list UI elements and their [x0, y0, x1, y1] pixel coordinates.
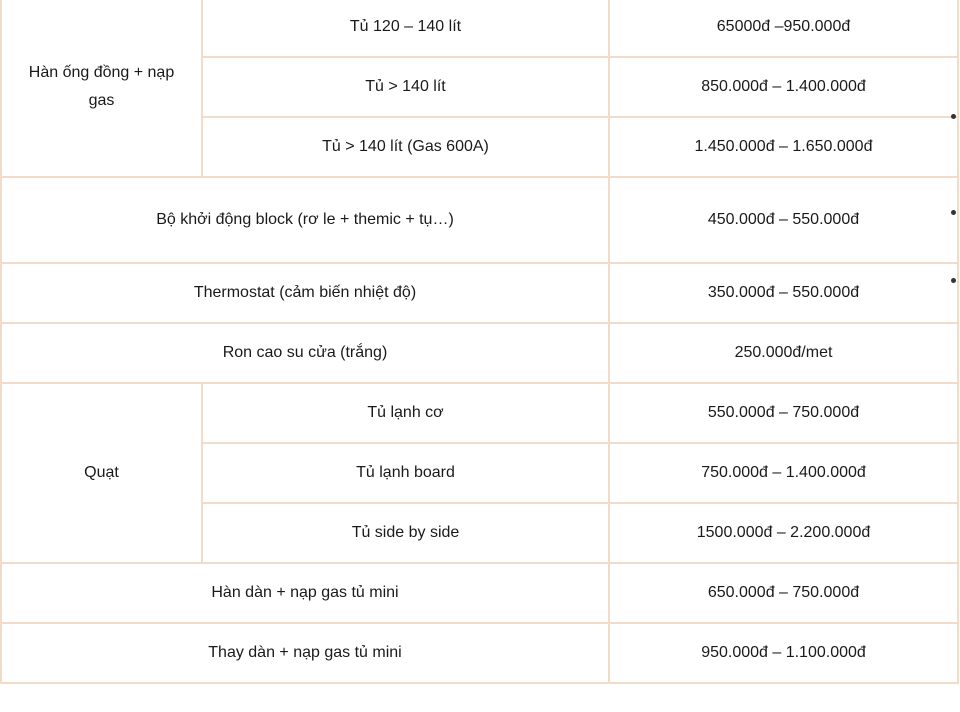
table-row: [1, 563, 958, 623]
price-cell: 250.000đ/met: [609, 323, 958, 383]
item-cell: Ron cao su cửa (trắng): [1, 323, 609, 383]
price-cell: 65000đ –950.000đ: [609, 0, 958, 57]
item-cell: Thay dàn + nạp gas tủ mini: [1, 623, 609, 683]
item-cell: Tủ > 140 lít: [202, 57, 609, 117]
group-cell: Quạt: [1, 383, 202, 563]
item-cell: Thermostat (cảm biến nhiệt độ): [1, 263, 609, 323]
price-cell: 950.000đ – 1.100.000đ: [609, 623, 958, 683]
item-label: Bộ khởi động block (rơ le + themic + tụ…): [156, 211, 454, 228]
item-cell: Tủ lạnh board: [202, 443, 609, 503]
group-label: Hàn ống đồng + nạp gas: [28, 64, 175, 109]
price-cell: 750.000đ – 1.400.000đ: [609, 443, 958, 503]
table-row: [1, 0, 958, 57]
item-cell: Hàn dàn + nạp gas tủ mini: [1, 563, 609, 623]
item-cell: Tủ side by side: [202, 503, 609, 563]
price-cell: 650.000đ – 750.000đ: [609, 563, 958, 623]
price-cell: 350.000đ – 550.000đ: [609, 263, 958, 323]
bullet-dot: [951, 114, 956, 119]
item-cell: [1, 177, 609, 263]
item-cell: Tủ 120 – 140 lít: [202, 0, 609, 57]
table-row: [1, 383, 958, 443]
price-cell: 1500.000đ – 2.200.000đ: [609, 503, 958, 563]
item-cell: Tủ lạnh cơ: [202, 383, 609, 443]
price-cell: 1.450.000đ – 1.650.000đ: [609, 117, 958, 177]
bullet-dot: [951, 210, 956, 215]
table-row: [1, 323, 958, 383]
price-cell: 850.000đ – 1.400.000đ: [609, 57, 958, 117]
price-cell: 450.000đ – 550.000đ: [609, 177, 958, 263]
group-cell: [1, 0, 202, 177]
table-row: [1, 623, 958, 683]
table-row: [1, 263, 958, 323]
table-row: [1, 177, 958, 263]
item-cell: Tủ > 140 lít (Gas 600A): [202, 117, 609, 177]
price-cell: 550.000đ – 750.000đ: [609, 383, 958, 443]
bullet-dot: [951, 278, 956, 283]
